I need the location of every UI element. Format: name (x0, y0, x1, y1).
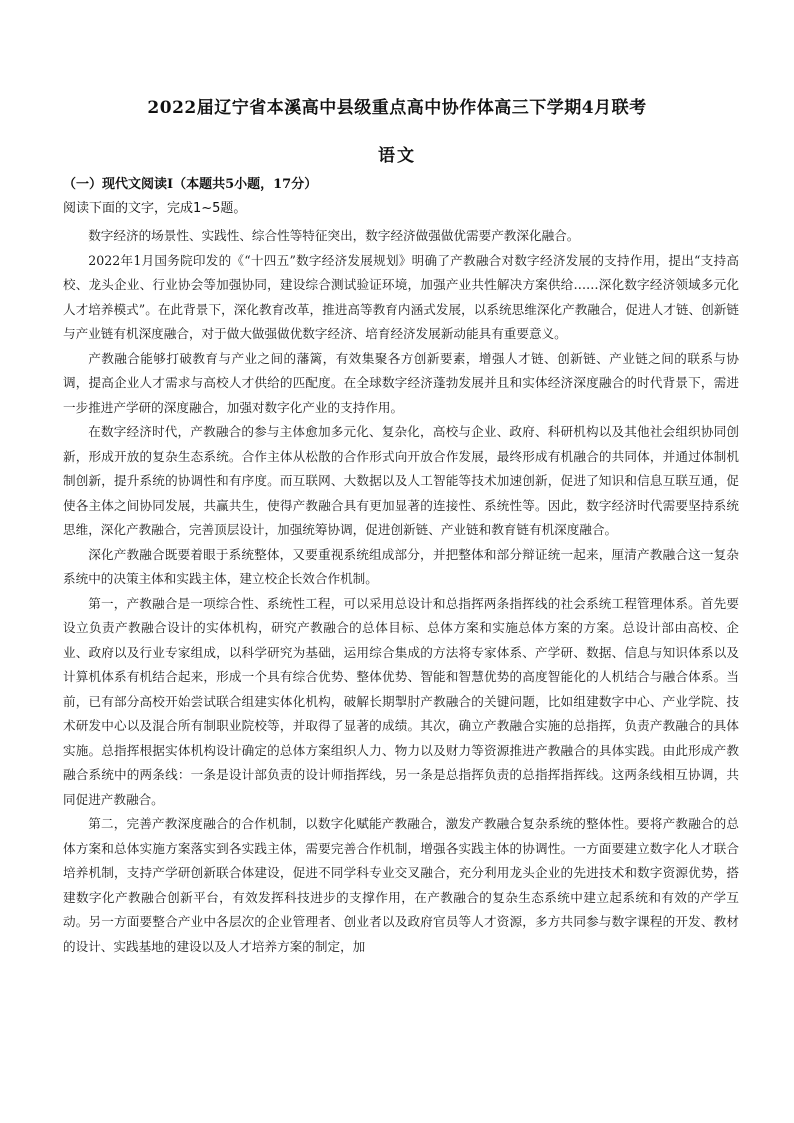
passage-paragraph: 数字经济的场景性、实践性、综合性等特征突出，数字经济做强做优需要产教深化融合。 (88, 228, 580, 243)
passage-paragraph: 第二，完善产教深度融合的合作机制，以数字化赋能产教融合，激发产教融合复杂系统的整体性。要将产教融合的总体方案和总体实施方案落实到各实践主体，需要完善合作机制，增强各实践主体的协调性。一方面要建立数字化人才联合培养机制，支持产学研创新联合体建设，促进不同学科专业交叉融合，充分利用龙头企业的先进技术和数字资源优势，搭建数字化产教融合创新平台，有效发挥科技进步的支撑作用，在产教融合的复杂生态系统中建立起系统和有效的产学互动。另一方面要整合产业中各层次的企业管理者、创业者以及政府官员等人才资源，多方共同参与数字课程的开发、教材的设计、实践基地的建设以及人才培养方案的制定，加 (63, 816, 739, 954)
reading-instruction: 阅读下面的文字，完成1~5题。 (63, 201, 247, 216)
exam-title: 2022届辽宁省本溪高中县级重点高中协作体高三下学期4月联考 (147, 98, 647, 118)
passage-paragraph: 深化产教融合既要着眼于系统整体，又要重视系统组成部分，并把整体和部分辩证统一起来，厘清产教融合这一复杂系统中的决策主体和实践主体，建立校企长效合作机制。 (63, 546, 739, 586)
subject-title: 语文 (378, 146, 416, 166)
passage-paragraph: 2022年1月国务院印发的《“十四五”数字经济发展规划》明确了产教融合对数字经济发展的支持作用，提出“支持高校、龙头企业、行业协会等加强协同，建设综合测试验证环境，加强产业共性解决方案供给……深化数字经济领域多元化人才培养模式”。在此背景下，深化教育改革，推进高等教育内涵式发展，以系统思维深化产教融合，促进人才链、创新链与产业链有机深度融合，对于做大做强做优数字经济、培育经济发展新动能具有重要意义。 (63, 252, 739, 341)
passage-paragraph: 第一，产教融合是一项综合性、系统性工程，可以采用总设计和总指挥两条指挥线的社会系统工程管理体系。首先要设立负责产教融合设计的实体机构，研究产教融合的总体目标、总体方案和实施总体方案的方案。总设计部由高校、企业、政府以及行业专家组成，以科学研究为基础，运用综合集成的方法将专家体系、产学研、数据、信息与知识体系以及计算机体系有机结合起来，形成一个具有综合优势、整体优势、智能和智慧优势的高度智能化的人机结合与融合体系。当前，已有部分高校开始尝试联合组建实体化机构，破解长期掣肘产教融合的关键问题，比如组建数字中心、产业学院、技术研发中心以及混合所有制职业院校等，并取得了显著的成绩。其次，确立产教融合实施的总指挥，负责产教融合的具体实施。总指挥根据实体机构设计确定的总体方案组织人力、物力以及财力等资源推进产教融合的具体实践。由此形成产教融合系统中的两条线：一条是设计部负责的设计师指挥线，另一条是总指挥负责的总指挥指挥线。这两条线相互协调，共同促进产教融合。 (63, 595, 739, 807)
passage-paragraph: 在数字经济时代，产教融合的参与主体愈加多元化、复杂化，高校与企业、政府、科研机构以及其他社会组织协同创新，形成开放的复杂生态系统。合作主体从松散的合作形式向开放合作发展，最终形成有机融合的共同体，并通过体制机制创新，提升系统的协调性和有序度。而互联网、大数据以及人工智能等技术加速创新，促进了知识和信息互联互通，促使各主体之间协同发展，共赢共生，使得产教融合具有更加显著的连接性、系统性等。因此，数字经济时代需要坚持系统思维，深化产教融合，完善顶层设计，加强统筹协调，促进创新链、产业链和教育链有机深度融合。 (63, 424, 739, 537)
passage-paragraph: 产教融合能够打破教育与产业之间的藩篱，有效集聚各方创新要素，增强人才链、创新链、产业链之间的联系与协调，提高企业人才需求与高校人才供给的匹配度。在全球数字经济蓬勃发展并且和实体经济深度融合的时代背景下，需进一步推进产学研的深度融合，加强对数字化产业的支持作用。 (63, 350, 739, 415)
section-heading: （一）现代文阅读Ⅰ（本题共5小题，17分） (63, 177, 318, 192)
passage-body (63, 224, 739, 959)
